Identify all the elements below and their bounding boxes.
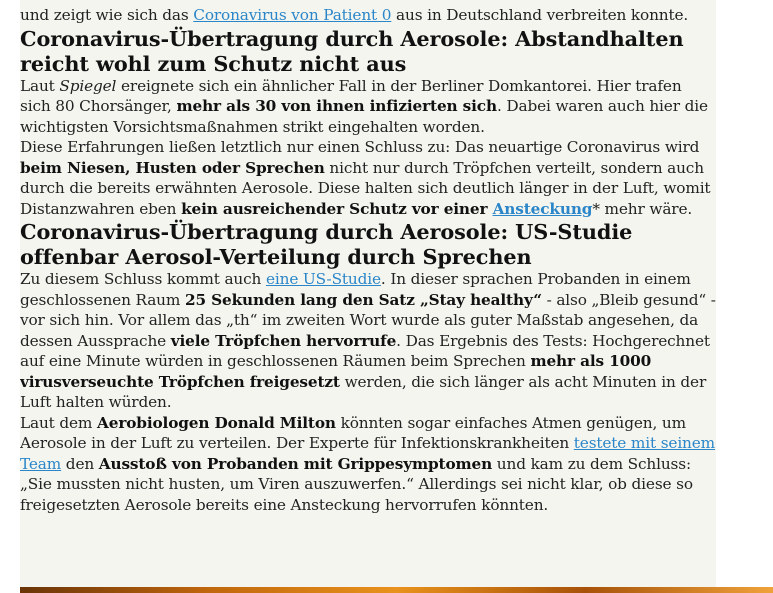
ansteckung-link[interactable]: Ansteckung [492,199,593,218]
section-heading-aerosol-distance: Coronavirus-Übertragung durch Aerosole: Abstandhalten reicht wohl zum Schutz nicht aus [20,25,684,76]
text: Zu diesem Schluss kommt auch [20,270,266,288]
droplets-highlight: viele Tröpfchen hervorrufe [170,331,397,350]
text: Laut [20,76,60,95]
us-study-link[interactable]: eine US-Studie [265,270,381,288]
patient-zero-link[interactable]: Coronavirus von Patient 0 [193,6,392,24]
text: . In dieser sprachen Probanden in einem geschlossenen Raum [20,270,691,309]
text: * mehr wäre. [592,199,693,218]
intro-text-end: aus in Deutschland verbreiten konnte. [391,6,689,24]
text: nicht nur durch Tröpfchen verteilt, sondern auch durch die bereits erwähnten Aerosole. Diese halten sich deutlich länger in der Luft, womit Distanzwahren eben [20,158,711,218]
flu-symptoms-highlight: Ausstoß von Probanden mit Grippesymptomen [98,454,493,473]
conclusion-paragraph [20,137,716,219]
text: könnten sogar einfaches Atmen genügen, um Aerosole in der Luft zu verteilen. Der Experte für Infektionskrankheiten [20,413,686,452]
infection-highlight: mehr als 30 von ihnen infizierten sich [176,97,497,115]
text: . Dabei waren auch hier die wichtigsten Vorsichtsmaßnahmen strikt eingehalten worden. [20,97,708,136]
domkantorei-paragraph [20,76,716,138]
intro-text: und zeigt wie sich das [20,6,194,24]
protection-highlight: kein ausreichender Schutz vor einer [181,199,493,218]
text: ereignete sich ein ähnlicher Fall in der Berliner Domkantorei. Hier trafen sich 80 Chorsänger, [20,76,682,115]
text: . Das Ergebnis des Tests: Hochgerechnet auf eine Minute würden in geschlossenen Räumen beim Sprechen [20,331,710,370]
milton-team-link[interactable]: testete mit seinem Team [20,434,716,473]
droplet-count-highlight: mehr als 1000 virusverseuchte Tröpfchen freigesetzt [20,352,652,391]
spiegel-source: Spiegel [59,76,117,95]
text: den [61,454,99,473]
section-heading-us-study: Coronavirus-Übertragung durch Aerosole: US-Studie offenbar Aerosol-Verteilung durch Sprechen [20,219,633,269]
article-body [20,0,716,587]
milton-paragraph [20,413,716,516]
text: - also „Bleib gesund“ - vor sich hin. Vor allem das „th“ im zweiten Wort wurde als guter Maßstab angesehen, da dessen Aussprache [20,290,716,350]
text: werden, die sich länger als acht Minuten in der Luft halten würden. [20,372,707,411]
us-study-paragraph [20,269,716,413]
text: und kam zu dem Schluss: „Sie mussten nicht husten, um Viren auszuwerfen.“ Allerdings sei nicht klar, ob diese so freigesetzten Aerosole bereits eine Ansteckung hervorrufen könnten. [20,454,693,514]
milton-highlight: Aerobiologen Donald Milton [97,413,336,432]
article-image-top-edge [20,587,773,593]
stay-healthy-highlight: 25 Sekunden lang den Satz „Stay healthy“ [184,290,542,309]
text: Diese Erfahrungen ließen letztlich nur einen Schluss zu: Das neuartige Coronavirus wird [20,138,700,156]
intro-paragraph [20,5,716,26]
transmission-highlight: beim Niesen, Husten oder Sprechen [20,158,325,177]
text: Laut dem [20,413,98,432]
